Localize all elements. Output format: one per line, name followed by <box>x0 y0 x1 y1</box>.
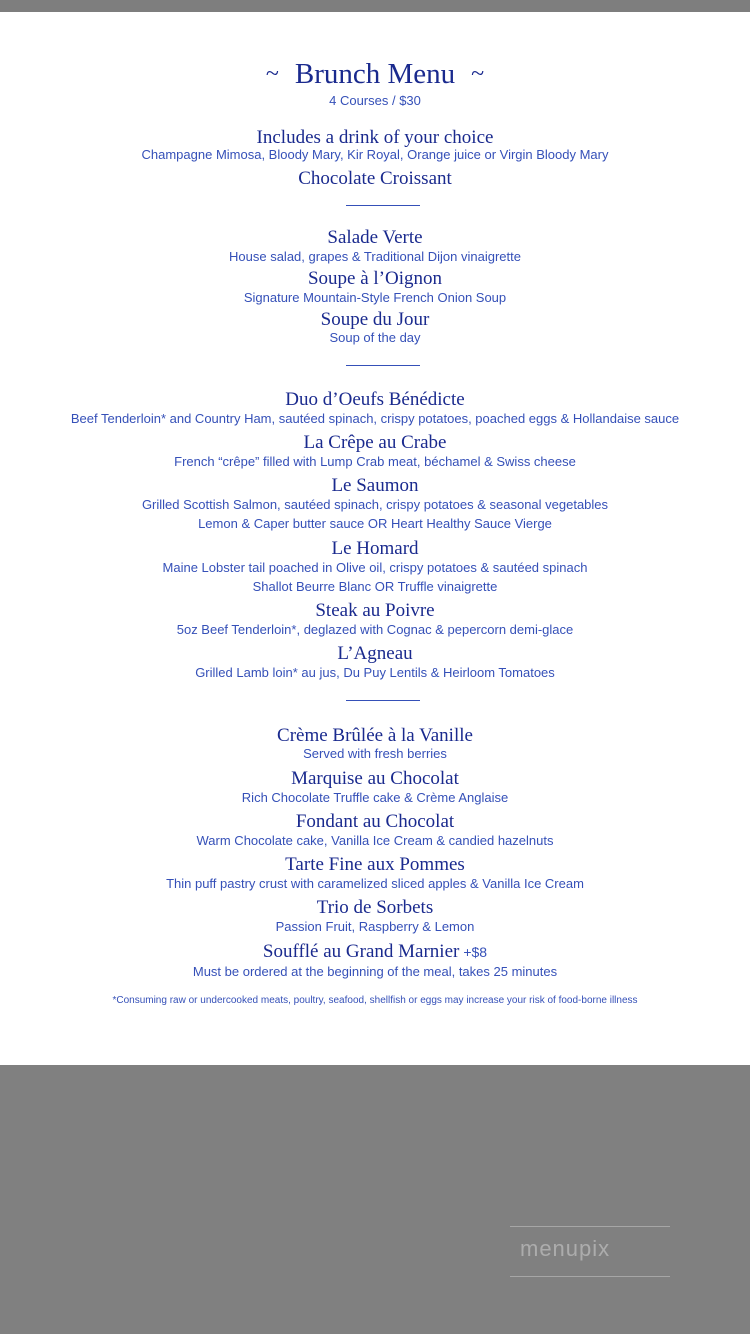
dessert-description: Rich Chocolate Truffle cake & Crème Anglaise <box>241 790 509 805</box>
dessert-description: Warm Chocolate cake, Vanilla Ice Cream & candied hazelnuts <box>196 833 554 848</box>
croissant-heading: Chocolate Croissant <box>298 168 452 189</box>
dessert-name: Crème Brûlée à la Vanille <box>277 725 473 746</box>
dessert-name: Marquise au Chocolat <box>291 768 459 789</box>
main-description: Grilled Lamb loin* au jus, Du Puy Lentils & Heirloom Tomatoes <box>195 665 555 680</box>
main-name: L’Agneau <box>337 643 413 664</box>
main-description: Grilled Scottish Salmon, sautéed spinach, crispy potatoes & seasonal vegetables <box>141 497 609 512</box>
main-description: Shallot Beurre Blanc OR Truffle vinaigrette <box>252 579 498 594</box>
drink-heading: Includes a drink of your choice <box>256 127 494 148</box>
main-description: Maine Lobster tail poached in Olive oil, crispy potatoes & sautéed spinach <box>162 560 588 575</box>
watermark <box>510 1226 670 1278</box>
main-name: La Crêpe au Crabe <box>303 432 447 453</box>
section-divider <box>346 365 420 366</box>
menu-subtitle: 4 Courses / $30 <box>329 93 421 108</box>
tilde-right: ~ <box>471 61 485 87</box>
tilde-left: ~ <box>265 61 279 87</box>
starter-description: Signature Mountain-Style French Onion Soup <box>243 290 507 305</box>
dessert-description: Must be ordered at the beginning of the meal, takes 25 minutes <box>192 964 558 979</box>
watermark-line <box>510 1276 670 1277</box>
section-divider <box>346 205 420 206</box>
starter-name: Soupe à l’Oignon <box>307 268 443 289</box>
dessert-description: Served with fresh berries <box>303 746 447 761</box>
starter-description: Soup of the day <box>329 330 421 345</box>
main-description: Lemon & Caper butter sauce OR Heart Healthy Sauce Vierge <box>198 516 552 531</box>
footnote: *Consuming raw or undercooked meats, poultry, seafood, shellfish or eggs may increase your risk of food-borne illness <box>112 995 638 1006</box>
main-description: 5oz Beef Tenderloin*, deglazed with Cognac & pepercorn demi-glace <box>176 622 574 637</box>
main-name: Le Homard <box>331 538 419 559</box>
main-name: Duo d’Oeufs Bénédicte <box>285 389 465 410</box>
main-description: French “crêpe” filled with Lump Crab meat, béchamel & Swiss cheese <box>174 454 576 469</box>
starter-name: Salade Verte <box>327 227 423 248</box>
dessert-description: Thin puff pastry crust with caramelized sliced apples & Vanilla Ice Cream <box>166 876 584 891</box>
main-name: Le Saumon <box>331 475 419 496</box>
menu-page <box>0 12 750 1065</box>
dessert-name: Tarte Fine aux Pommes <box>285 854 465 875</box>
starter-name: Soupe du Jour <box>320 309 430 330</box>
menu-title-text: Brunch Menu <box>294 58 456 90</box>
menu-title <box>0 58 750 91</box>
main-name: Steak au Poivre <box>315 600 435 621</box>
main-description: Beef Tenderloin* and Country Ham, sautéed spinach, crispy potatoes, poached eggs & Hollandaise sauce <box>70 411 680 426</box>
dessert-name-with-price <box>0 941 750 963</box>
dessert-name: Fondant au Chocolat <box>295 811 455 832</box>
top-bar <box>0 0 750 12</box>
dessert-name: Soufflé au Grand Marnier <box>262 941 460 962</box>
watermark-line <box>510 1226 670 1227</box>
section-divider <box>346 700 420 701</box>
drink-description: Champagne Mimosa, Bloody Mary, Kir Royal, Orange juice or Virgin Bloody Mary <box>141 147 609 162</box>
dessert-description: Passion Fruit, Raspberry & Lemon <box>275 919 475 934</box>
dessert-price: +$8 <box>463 944 488 960</box>
dessert-name: Trio de Sorbets <box>316 897 434 918</box>
starter-description: House salad, grapes & Traditional Dijon vinaigrette <box>229 249 521 264</box>
watermark-text: menupix <box>520 1236 611 1261</box>
